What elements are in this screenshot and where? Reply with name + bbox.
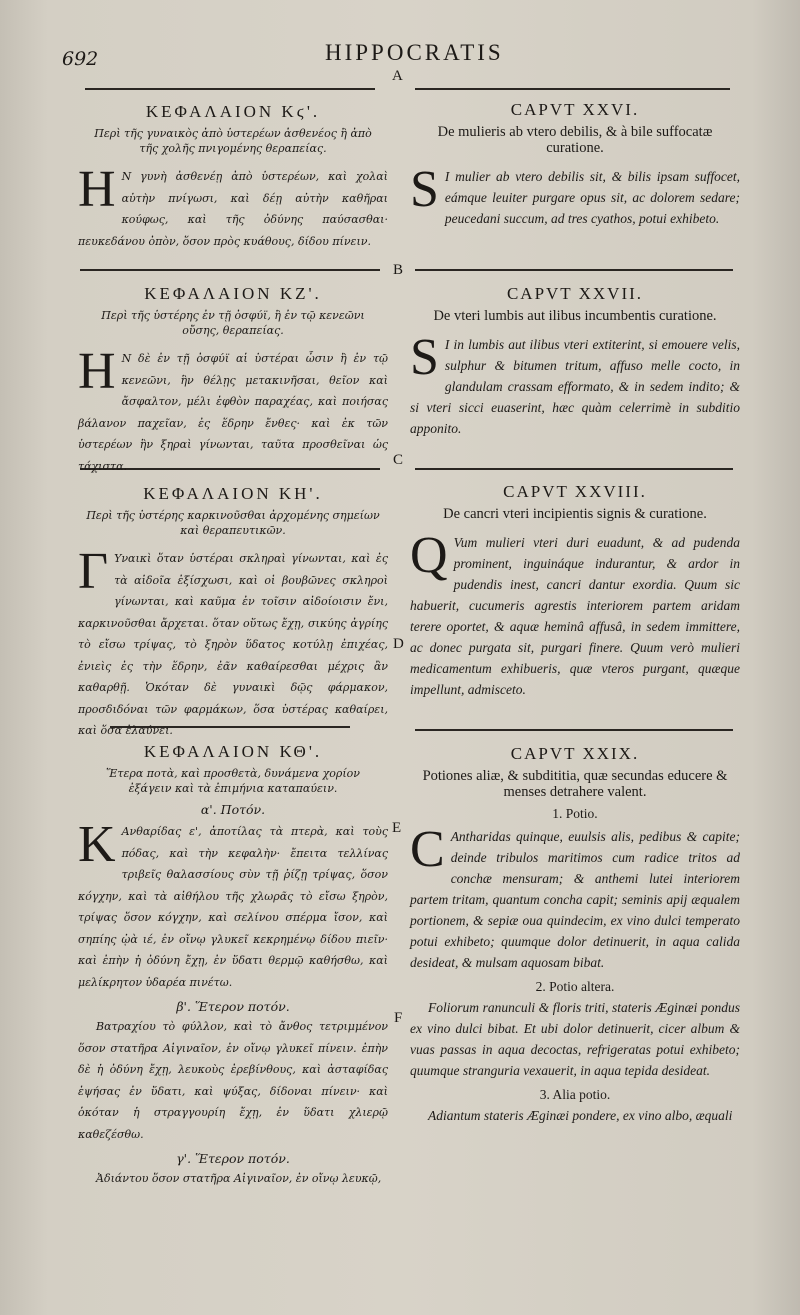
greek-chapter-text <box>78 161 388 252</box>
latin-chapter-text <box>410 161 740 229</box>
greek-paragraph: Ν γυνὴ ἀσθενέῃ ἀπὸ ὑστερέων, καὶ χολαὶ αὐτὴν πνίγωσι, καὶ δέῃ αὐτὴν καθῆραι κούφως, καὶ τῆς ὀδύνης παύσασθαι· πευκεδάνου ὀπὸν, ὅσον πρὸς κυάθους, δίδου πίνειν. <box>78 170 388 248</box>
greek-chapter-title: ΚΕΦΑΛΑΙΟΝ ΚΘ'. <box>143 742 323 761</box>
latin-chapter-title: CAPVT XXVIII. <box>503 482 647 501</box>
latin-chapter-summary: De vteri lumbis aut ilibus incumbentis curatione. <box>433 308 717 324</box>
latin-paragraph: I mulier ab vtero debilis sit, & bilis ipsam suffocet, eámque leuiter purgare opus sit, ac dolorem sedare; peucedani succum, ad tres cyathos, potui exhibeto. <box>444 169 740 226</box>
latin-chapter-title: CAPVT XXVII. <box>506 284 644 303</box>
margin-marker-f: F <box>394 1010 403 1026</box>
latin-paragraph: I in lumbis aut ilibus vteri extiterint, si emouere velis, sulphur & bitumen tritum, affuso melle cocto, in glandulam crassam efformato, & in sedem indito; & si vteri sicci euaserint, hæc quàm celerrimè in subditio apponito. <box>410 337 740 436</box>
latin-paragraph: Vum mulieri vteri duri euadunt, & ad pudenda prominent, inguináque indurantur, & ardor in pudendis inest, cancri dantur exordia. Quum sic habuerit, cucumeris agrestis interiorem partem aridam terere oportet, & aquæ heminâ affusâ, in sedem immittere, ac donec purgata sit, purgari finere. Quum verò mulieri medicamentum exhibueris, quæ vteros purgant, quæque impellunt, admisceto. <box>410 535 740 697</box>
greek-chapter-29 <box>78 742 388 1190</box>
rule-greek-2 <box>80 269 380 271</box>
latin-recipe-heading: 1. Potio. <box>552 806 598 821</box>
margin-marker-c: C <box>393 452 404 468</box>
drop-capital: Κ <box>78 816 116 873</box>
greek-paragraph: Ανθαρίδας ε', ἀποτίλας τὰ πτερὰ, καὶ τοὺς πόδας, καὶ τὴν κεφαλὴν· ἔπειτα τελλίνας τριβεῖς θαλασσίους σὺν τῇ ῥίζῃ τρίψας, ὅσον κόγχην, καὶ τὰ αἰθήλου τῆς χλωρᾶς τὸ εἴσω ξηρὸν, τρίψας ὅσον κόγχην, καὶ σελίνου σπέρμα ἴσον, καὶ σηπίης ᾠὰ ιέ, ἐν οἴνῳ γλυκεῖ κεκρημένῳ δίδου πιεῖν· καὶ ἐπὴν ἡ ὀδύνη ἔχῃ, ἐν ὕδατι θερμῷ καθήσθω, καὶ μελίκρητον ὑδαρέα πινέτω. <box>78 825 388 989</box>
margin-marker-e: E <box>392 820 402 836</box>
latin-chapter-title: CAPVT XXVI. <box>510 100 640 119</box>
margin-marker-a: A <box>392 68 403 84</box>
latin-chapter-summary: De cancri vteri incipientis signis & curatione. <box>443 506 707 522</box>
greek-paragraph: Ν δὲ ἐν τῇ ὀσφύϊ αἱ ὑστέραι ὦσιν ἢ ἐν τῷ κενεῶνι, ἣν θέλῃς μετακινῆσαι, θεῖον καὶ ἄσφαλτον, μέλι ἑφθὸν παραχέας, καὶ ποιήσας βάλανον παχεῖαν, ἐς ἕδρην ἔνθες· καὶ ἐκ τῶν ὑστερέων ἣν ξηραὶ γίνωνται, ταῦτα προσθεῖναι ὡς τάχιστα. <box>78 352 388 473</box>
latin-recipe-heading: 3. Alia potio. <box>539 1087 611 1102</box>
running-head: HIPPOCRATIS <box>325 40 504 65</box>
greek-paragraph: Υναικὶ ὅταν ὑστέραι σκληραὶ γίνωνται, καὶ ἐς τὰ αἰδοῖα ἐξίσχωσι, καὶ οἱ βουβῶνες σκληροὶ γίνωνται, καὶ καῦμα ἐν τοῖσιν αἰδοίοισιν ἔνι, καρκινοῦσθαι ἄρχεται. ὅταν οὕτως ἔχῃ, σικύης ἀγρίης τὸ εἴσω τρίψας, τὸ ξηρὸν ὕδατος κοτύλῃ ἐπιχέας, ἐνιεὶς ἐς τὴν ἕδρην, ἐᾶν καθαίρεσθαι μέχρις ἂν καθαρθῇ. Ὁκόταν δὲ γυναικὶ δῷς φάρμακον, προσδιδόναι τῶν φαρμάκων, ὅσα ὑστέρας καθαίρει, καὶ ὅσα ἐλαύνει. <box>78 552 388 737</box>
greek-chapter-summary: Περὶ τῆς γυναικὸς ἀπὸ ὑστερέων ἀσθενέος ἢ ἀπὸ τῆς χολῆς πνιγομένης θεραπείας. <box>94 127 372 155</box>
page-number: 692 <box>62 48 99 70</box>
latin-chapter-28 <box>410 482 740 700</box>
greek-chapter-title: ΚΕΦΑΛΑΙΟΝ ΚΖ'. <box>144 284 322 303</box>
greek-chapter-summary: Περὶ τῆς ὑστέρης ἐν τῇ ὀσφύϊ, ἢ ἐν τῷ κενεῶνι οὔσης, θεραπείας. <box>101 309 365 337</box>
greek-chapter-27 <box>78 284 388 477</box>
greek-paragraph: Βατραχίου τὸ φύλλον, καὶ τὸ ἄνθος τετριμμένον ὅσον στατῆρα Αἰγιναῖον, ἐν οἴνῳ γλυκεῖ πίνειν. ἐπὴν δὲ ἡ ὀδύνη ἔχῃ, λευκοὺς ἐρεβίνθους, καὶ ἀσταφίδας ἑψήσας ἐν ὕδατι, καὶ ψύξας, δίδοναι πίνειν· καὶ ὁκόταν ἡ στραγγουρίη ἔχῃ, ἐν ὕδατι χλιερῷ καθεζέσθω. <box>78 1020 388 1141</box>
latin-chapter-29 <box>410 744 740 1126</box>
rule-greek-1 <box>85 88 375 90</box>
margin-marker-b: B <box>393 262 404 278</box>
greek-chapter-summary: Περὶ τῆς ὑστέρης καρκινοῦσθαι ἀρχομένης σημείων καὶ θεραπευτικῶν. <box>86 509 380 537</box>
drop-capital: S <box>410 161 439 218</box>
rule-latin-2 <box>415 269 733 271</box>
latin-paragraph: Adiantum stateris Æginæi pondere, ex vino albo, æquali <box>428 1108 733 1123</box>
margin-marker-d: D <box>393 636 404 652</box>
rule-latin-1 <box>415 88 730 90</box>
rule-latin-3 <box>415 468 733 470</box>
latin-chapter-27 <box>410 284 740 439</box>
greek-recipe-heading: α'. Ποτόν. <box>200 802 266 817</box>
drop-capital: Q <box>410 527 448 584</box>
drop-capital: C <box>410 821 445 878</box>
latin-chapter-text <box>410 329 740 439</box>
latin-chapter-26 <box>410 100 740 229</box>
latin-recipe-text <box>410 821 740 973</box>
latin-chapter-text <box>410 527 740 700</box>
drop-capital: Η <box>78 161 116 218</box>
drop-capital: S <box>410 329 439 386</box>
greek-chapter-text <box>78 543 388 742</box>
drop-capital: Γ <box>78 543 109 600</box>
greek-chapter-text <box>78 343 388 477</box>
drop-capital: Η <box>78 343 116 400</box>
latin-chapter-summary: Potiones aliæ, & subdititia, quæ secundas educere & menses detrahere valent. <box>422 768 728 800</box>
greek-chapter-title: ΚΕΦΑΛΑΙΟΝ Κϛ'. <box>145 102 321 121</box>
latin-recipe-heading: 2. Potio altera. <box>535 979 615 994</box>
greek-recipe-heading: β'. Ἕτερον ποτόν. <box>176 999 290 1014</box>
latin-chapter-summary: De mulieris ab vtero debilis, & à bile suffocatæ curatione. <box>437 124 713 156</box>
greek-chapter-28 <box>78 484 388 742</box>
latin-paragraph: Antharidas quinque, euulsis alis, pedibus & capite; deinde tribulos maritimos cum radice tritos ad conchæ mensuram; & anthemi lutei interiorem partem tritam, quantum concha capit; seminis apij æqualem portionem, & sepiæ oua quindecim, ex vino dulci temperato potui exhibeto; quumque dolor detinuerit, in aqua calida desideat, & mulsam aquosam bibat. <box>410 829 740 970</box>
latin-chapter-title: CAPVT XXIX. <box>510 744 640 763</box>
greek-chapter-summary: Ἕτερα ποτὰ, καὶ προσθετὰ, δυνάμενα χορίον ἐξάγειν καὶ τὰ ἐπιμήνια καταπαύειν. <box>106 767 360 795</box>
latin-paragraph: Foliorum ranunculi & floris triti, stateris Æginæi pondus ex vino dulci bibat. Et ubi dolor detinuerit, cicer album & vuas passas in aqua decoctas, refrigeratas potui exhibeto; quumque stranguria vexauerit, in aqua tepida desideat. <box>410 1000 740 1078</box>
rule-latin-4 <box>415 729 733 731</box>
greek-paragraph: Ἀδιάντου ὅσον στατῆρα Αἰγιναῖον, ἐν οἴνῳ λευκῷ, <box>96 1172 382 1185</box>
greek-chapter-26 <box>78 102 388 252</box>
greek-chapter-title: ΚΕΦΑΛΑΙΟΝ ΚΗ'. <box>143 484 323 503</box>
greek-recipe-text <box>78 816 388 993</box>
greek-recipe-heading: γ'. Ἕτερον ποτόν. <box>176 1151 290 1166</box>
